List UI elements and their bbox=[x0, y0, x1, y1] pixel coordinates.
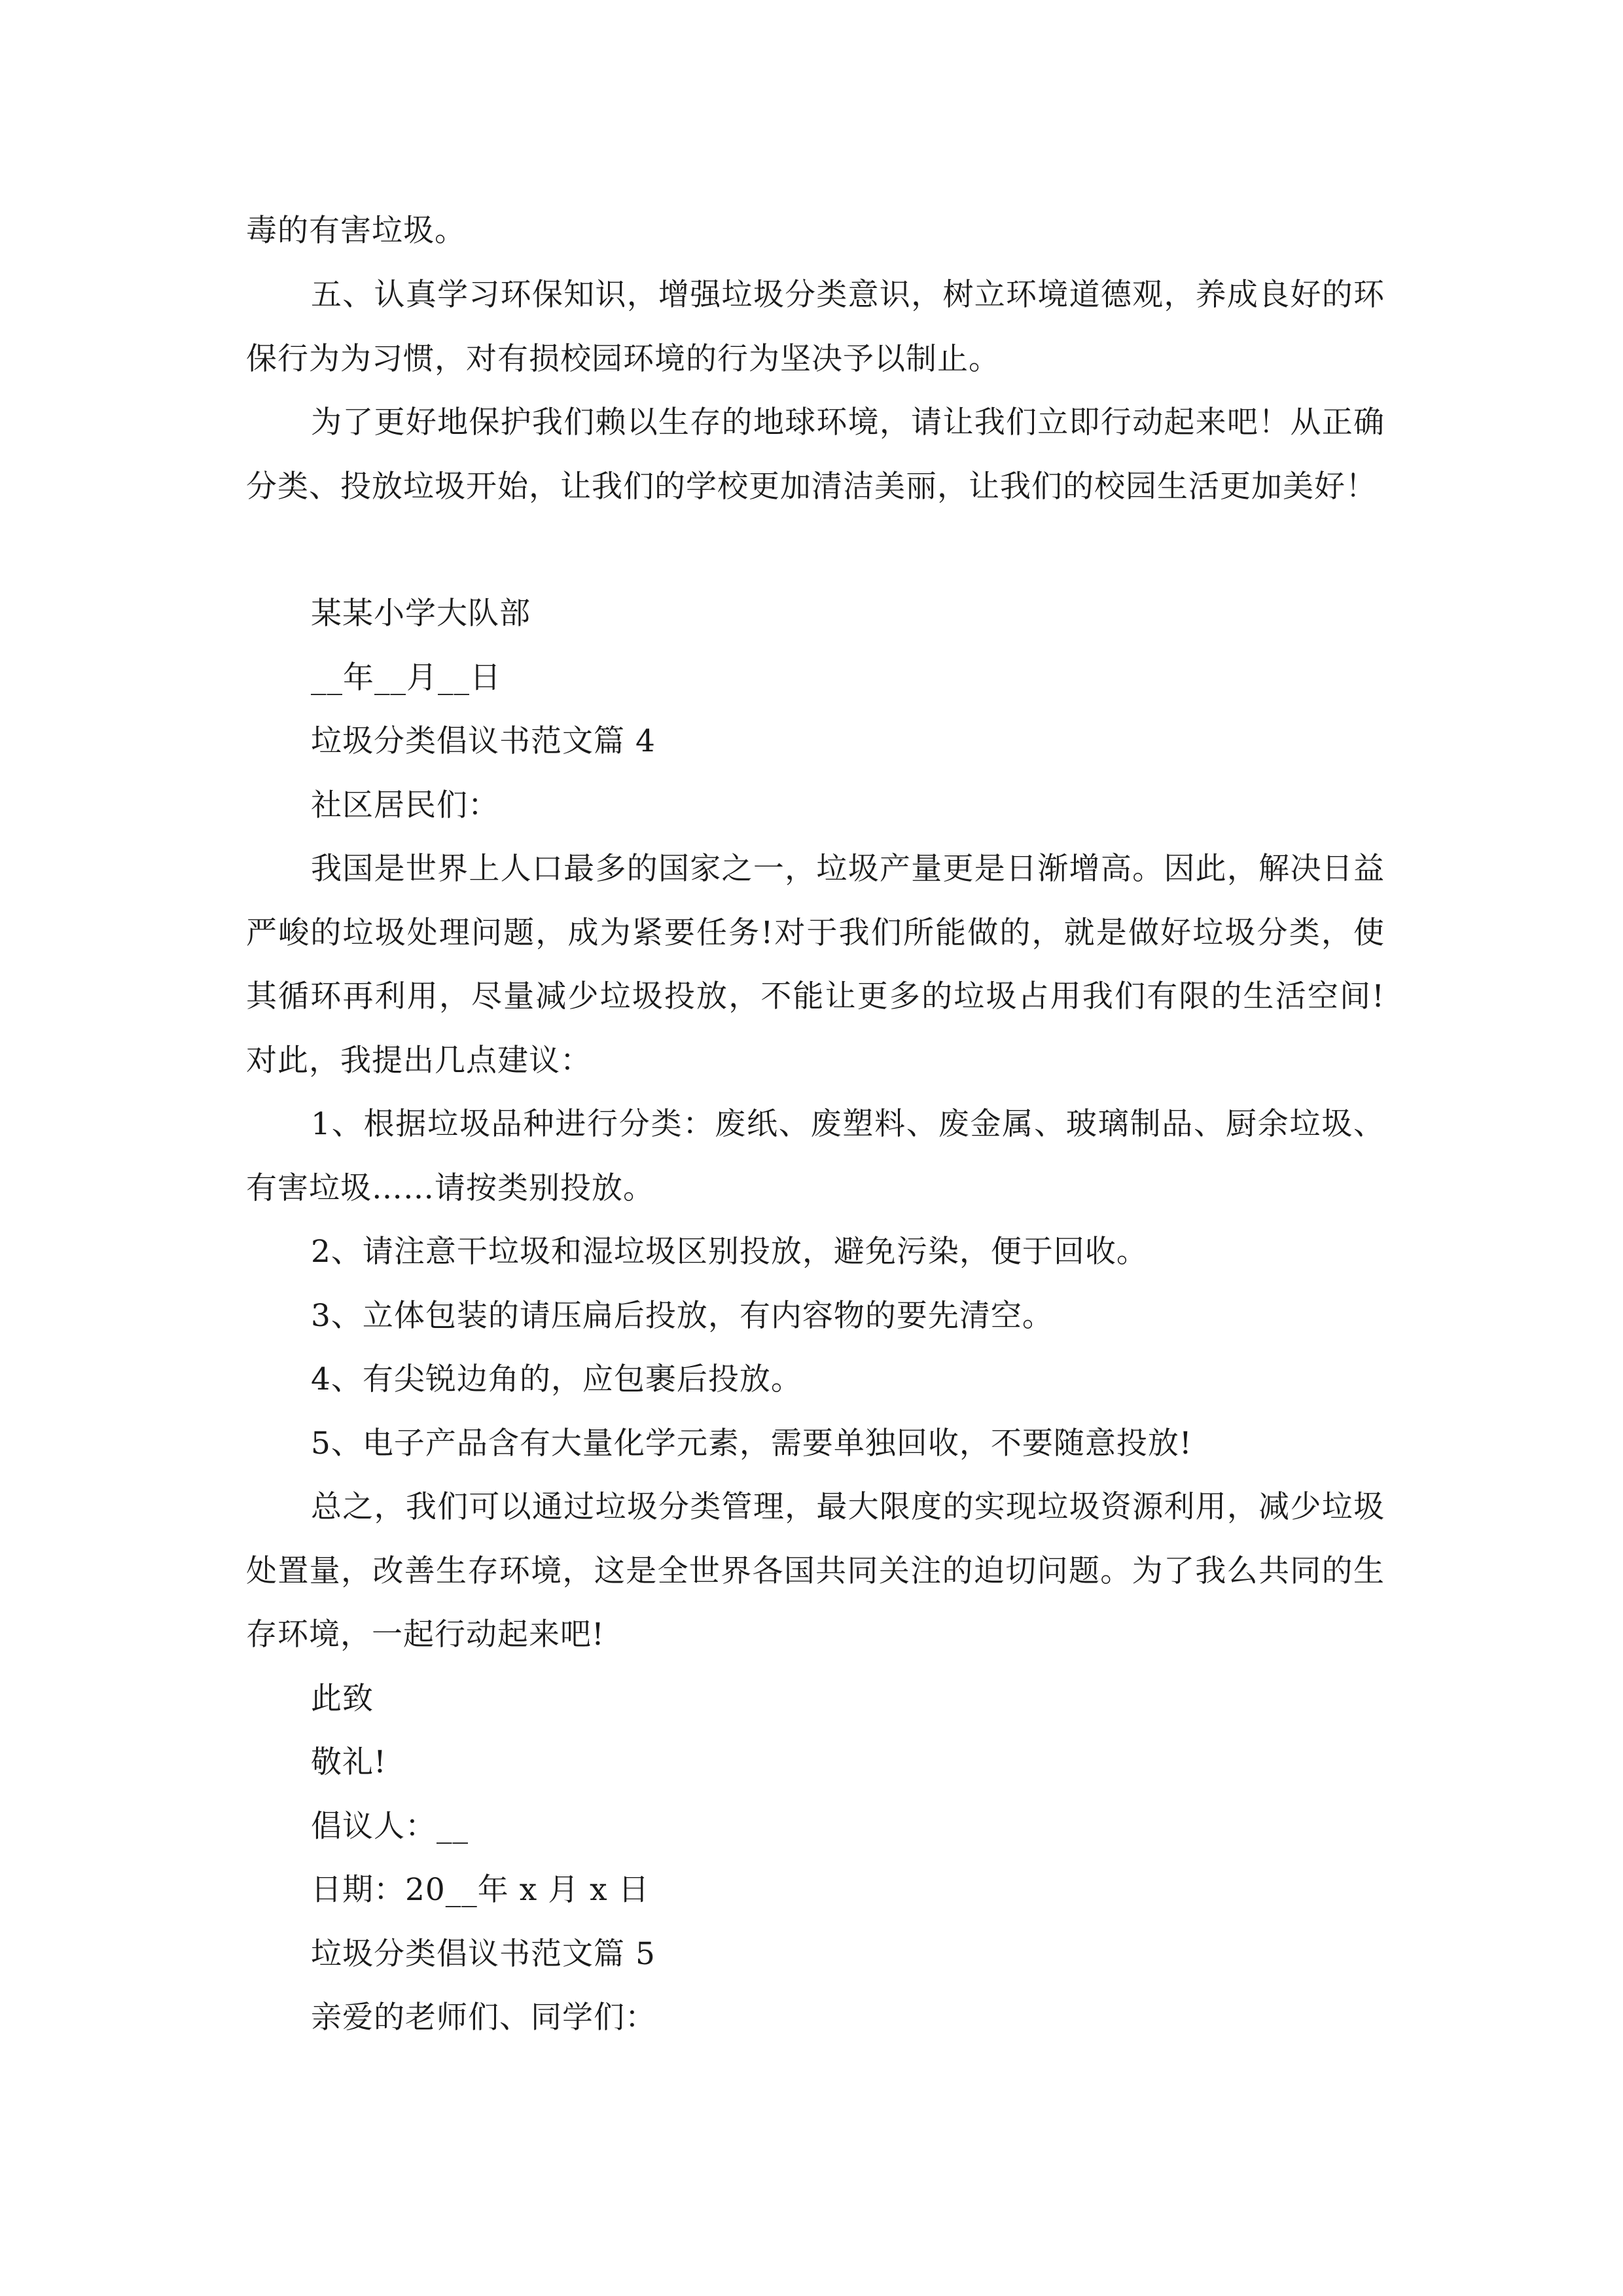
section-heading-4: 垃圾分类倡议书范文篇 4 bbox=[311, 723, 656, 759]
list-item-2: 2、请注意干垃圾和湿垃圾区别投放，避免污染，便于回收。 bbox=[311, 1234, 1148, 1270]
list-item-1: 1、根据垃圾品种进行分类：废纸、废塑料、废金属、玻璃制品、厨余垃圾、有害垃圾……请按类别投放。 bbox=[246, 1106, 1385, 1206]
proposer-line: 倡议人：__ bbox=[311, 1808, 469, 1844]
paragraph-call-to-action: 为了更好地保护我们赖以生存的地球环境，请让我们立即行动起来吧！从正确分类、投放垃圾开始，让我们的学校更加清洁美丽，让我们的校园生活更加美好！ bbox=[246, 404, 1385, 505]
closing-phrase: 此致 bbox=[311, 1681, 374, 1717]
salutation-residents: 社区居民们： bbox=[311, 787, 499, 823]
section-heading-5: 垃圾分类倡议书范文篇 5 bbox=[311, 1936, 656, 1972]
signature-date: __年__月__日 bbox=[311, 660, 501, 696]
closing-salute: 敬礼! bbox=[311, 1744, 387, 1780]
date-line: 日期：20__年 x 月 x 日 bbox=[311, 1872, 650, 1908]
paragraph-conclusion: 总之，我们可以通过垃圾分类管理，最大限度的实现垃圾资源利用，减少垃圾处置量，改善生存环境，这是全世界各国共同关注的迫切问题。为了我么共同的生存环境，一起行动起来吧! bbox=[246, 1489, 1385, 1653]
paragraph-intro: 我国是世界上人口最多的国家之一，垃圾产量更是日渐增高。因此，解决日益严峻的垃圾处理问题，成为紧要任务!对于我们所能做的，就是做好垃圾分类，使其循环再利用，尽量减少垃圾投放，不能让更多的垃圾占用我们有限的生活空间!对此，我提出几点建议： bbox=[246, 851, 1385, 1079]
list-item-3: 3、立体包装的请压扁后投放，有内容物的要先清空。 bbox=[311, 1298, 1054, 1334]
paragraph-toxic-waste-end: 毒的有害垃圾。 bbox=[246, 213, 466, 249]
paragraph-point-five: 五、认真学习环保知识，增强垃圾分类意识，树立环境道德观，养成良好的环保行为为习惯，对有损校园环境的行为坚决予以制止。 bbox=[246, 277, 1385, 377]
salutation-teachers-students: 亲爱的老师们、同学们： bbox=[311, 2000, 656, 2036]
list-item-4: 4、有尖锐边角的，应包裹后投放。 bbox=[311, 1361, 802, 1397]
signature-organization: 某某小学大队部 bbox=[311, 596, 531, 632]
list-item-5: 5、电子产品含有大量化学元素，需要单独回收，不要随意投放! bbox=[311, 1426, 1192, 1462]
